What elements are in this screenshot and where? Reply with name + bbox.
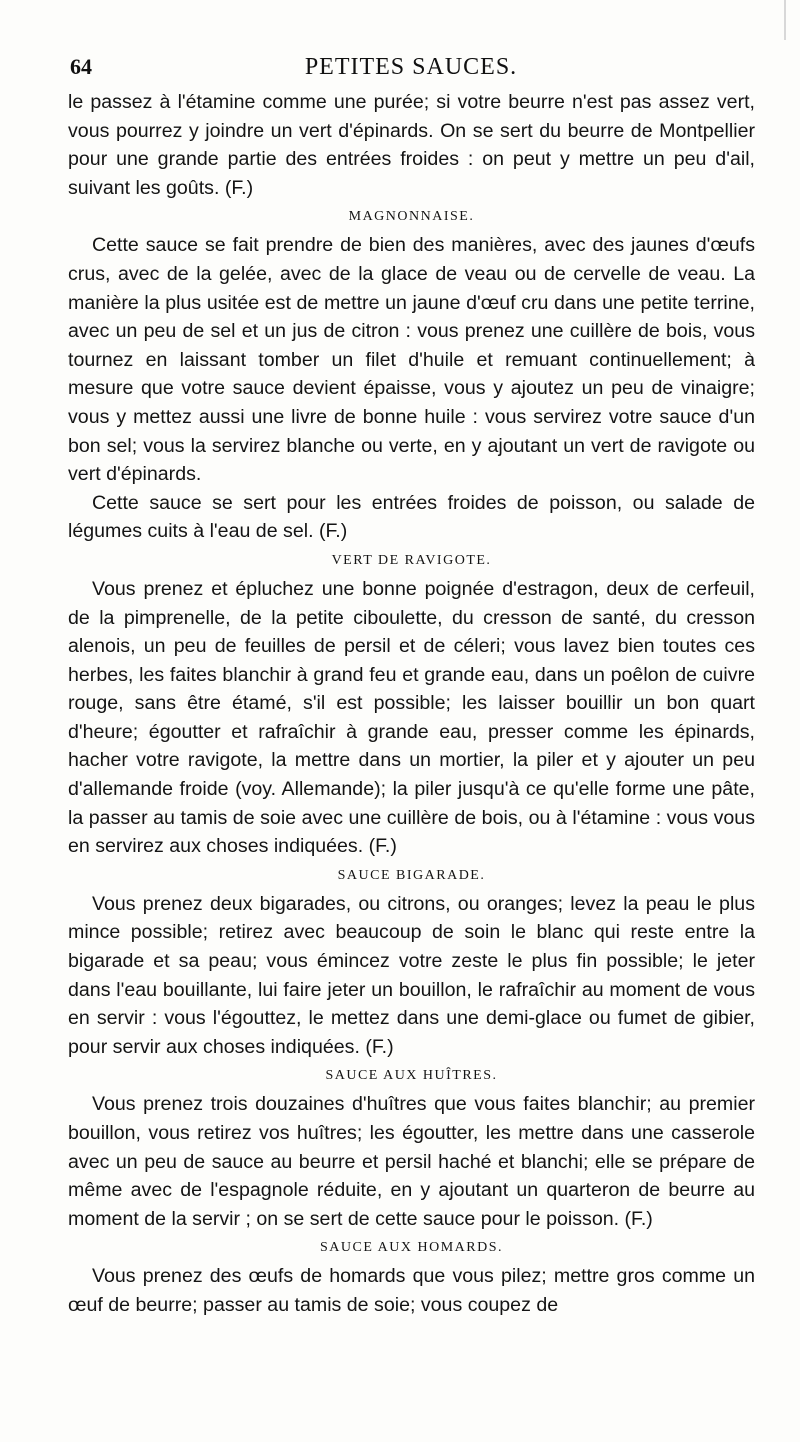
section-title-sauce-aux-homards: SAUCE AUX HOMARDS. [320,1240,503,1256]
section-title-magnonnaise: MAGNONNAISE. [348,209,475,225]
paragraph-homards: Vous prenez des œufs de homards que vous pilez; mettre gros comme un œuf de beurre; passer au tamis de soie; vous coupez de [68,1265,755,1316]
paragraph-huitres: Vous prenez trois douzaines d'huîtres que vous faites blanchir; au premier bouillon, vous retirez vos huîtres; les égoutter, les mettre dans une casserole avec un peu de sauce au beurre et persil haché et blanchi; elle se prépare de même avec de l'espagnole réduite, en y ajoutant un quarteron de beurre au moment de la servir ; on se sert de cette sauce pour le poisson. (F.) [68,1093,755,1230]
section-title-sauce-aux-huitres: SAUCE AUX HUÎTRES. [325,1068,498,1084]
section-title-sauce-bigarade: SAUCE BIGARADE. [337,867,486,883]
paragraph-ravigote: Vous prenez et épluchez une bonne poignée d'estragon, deux de cerfeuil, de la pimprenelle, de la petite ciboulette, du cresson de santé, du cresson alenois, un peu de feuilles de persil et de céleri; vous lavez bien toutes ces herbes, les faites blanchir à grand feu et grande eau, dans un poêlon de cuivre rouge, sans être étamé, s'il est possible; les laisser bouillir un bon quart d'heure; égoutter et rafraîchir à grande eau, presser comme les épinards, hacher votre ravigote, la mettre dans un mortier, la piler et y ajouter un peu d'allemande froide (voy. Allemande); la piler jusqu'à ce qu'elle forme une pâte, la passer au tamis de soie avec une cuillère de bois, ou à l'étamine : vous vous en servirez aux choses indiquées. (F.) [68,577,755,858]
page-edge-divider [784,0,786,40]
page-number: 64 [70,54,92,79]
page-header [70,54,752,84]
paragraph-bigarade: Vous prenez deux bigarades, ou citrons, ou oranges; levez la peau le plus mince possible; retirez avec beaucoup de soin le blanc qui reste entre la bigarade et sa peau; vous émincez votre zeste le plus fin possible; le jeter dans l'eau bouillante, lui faire jeter un bouillon, le rafraîchir au moment de vous en servir : vous l'égouttez, le mettez dans une demi-glace ou fumet de gibier, pour servir aux choses indiquées. (F.) [68,892,755,1058]
section-title-vert-de-ravigote: VERT DE RAVIGOTE. [331,552,492,568]
paragraph-continuation: le passez à l'étamine comme une purée; si votre beurre n'est pas assez vert, vous pourrez y joindre un vert d'épinards. On se sert du beurre de Montpellier pour une grande partie des entrées froides : on peut y mettre un peu d'ail, suivant les goûts. (F.) [68,91,755,199]
paragraph-magnonnaise-1: Cette sauce se fait prendre de bien des manières, avec des jaunes d'œufs crus, avec de la gelée, avec de la glace de veau ou de cervelle de veau. La manière la plus usitée est de mettre un jaune d'œuf cru dans une petite terrine, avec un peu de sel et un jus de citron : vous prenez une cuillère de bois, vous tournez en laissant tomber un filet d'huile et remuant continuellement; à mesure que votre sauce devient épaisse, vous y ajoutez un peu de vinaigre; vous y mettez aussi une livre de bonne huile : vous servirez votre sauce d'un bon sel; vous la servirez blanche ou verte, en y ajoutant un vert de ravigote ou vert d'épinards. [68,234,755,486]
paragraph-magnonnaise-2: Cette sauce se sert pour les entrées froides de poisson, ou salade de légumes cuits à l'eau de sel. (F.) [68,491,755,543]
body-text [68,88,755,1320]
running-head: PETITES SAUCES. [304,54,518,80]
